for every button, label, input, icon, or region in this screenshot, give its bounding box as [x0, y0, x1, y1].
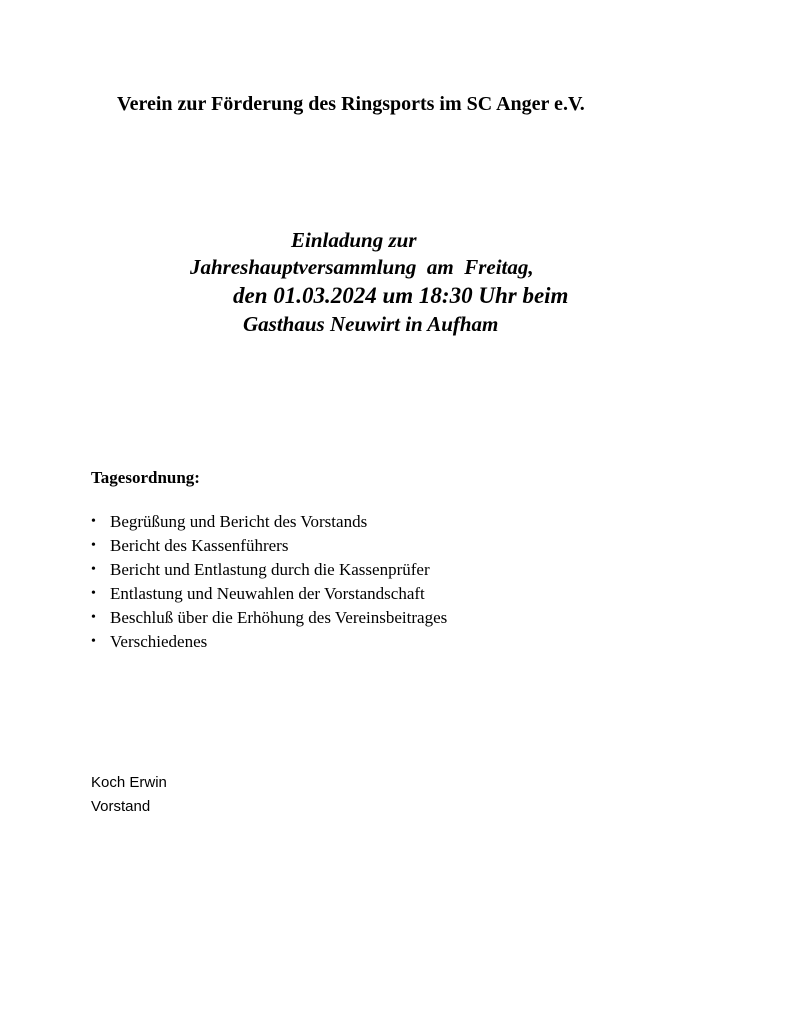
signature-block	[91, 771, 167, 819]
agenda-list	[91, 510, 447, 654]
agenda-item	[91, 606, 447, 630]
agenda-item-text: Bericht des Kassenführers	[110, 536, 289, 555]
bullet-icon: •	[91, 610, 96, 625]
agenda-item	[91, 582, 447, 606]
bullet-icon: •	[91, 562, 96, 577]
invitation-line-3: den 01.03.2024 um 18:30 Uhr beim	[233, 283, 569, 308]
agenda-item-text: Beschluß über die Erhöhung des Vereinsbeitrages	[110, 608, 448, 627]
agenda-item-text: Entlastung und Neuwahlen der Vorstandschaft	[110, 584, 425, 603]
bullet-icon: •	[91, 634, 96, 649]
agenda-item-text: Verschiedenes	[110, 632, 208, 651]
bullet-icon: •	[91, 538, 96, 553]
agenda-item	[91, 630, 447, 654]
organization-title: Verein zur Förderung des Ringsports im SC Anger e.V.	[117, 93, 585, 115]
agenda-item-text: Begrüßung und Bericht des Vorstands	[110, 512, 368, 531]
invitation-line-2: Jahreshauptversammlung am Freitag,	[190, 255, 534, 279]
agenda-item	[91, 558, 447, 582]
invitation-line-4: Gasthaus Neuwirt in Aufham	[243, 312, 499, 336]
agenda-item	[91, 534, 447, 558]
agenda-item	[91, 510, 447, 534]
bullet-icon: •	[91, 586, 96, 601]
invitation-line-1: Einladung zur	[291, 228, 417, 252]
bullet-icon: •	[91, 514, 96, 529]
signature-role: Vorstand	[91, 798, 151, 815]
agenda-heading: Tagesordnung:	[91, 468, 200, 487]
signature-name: Koch Erwin	[91, 774, 167, 791]
agenda-item-text: Bericht und Entlastung durch die Kassenprüfer	[110, 560, 430, 579]
